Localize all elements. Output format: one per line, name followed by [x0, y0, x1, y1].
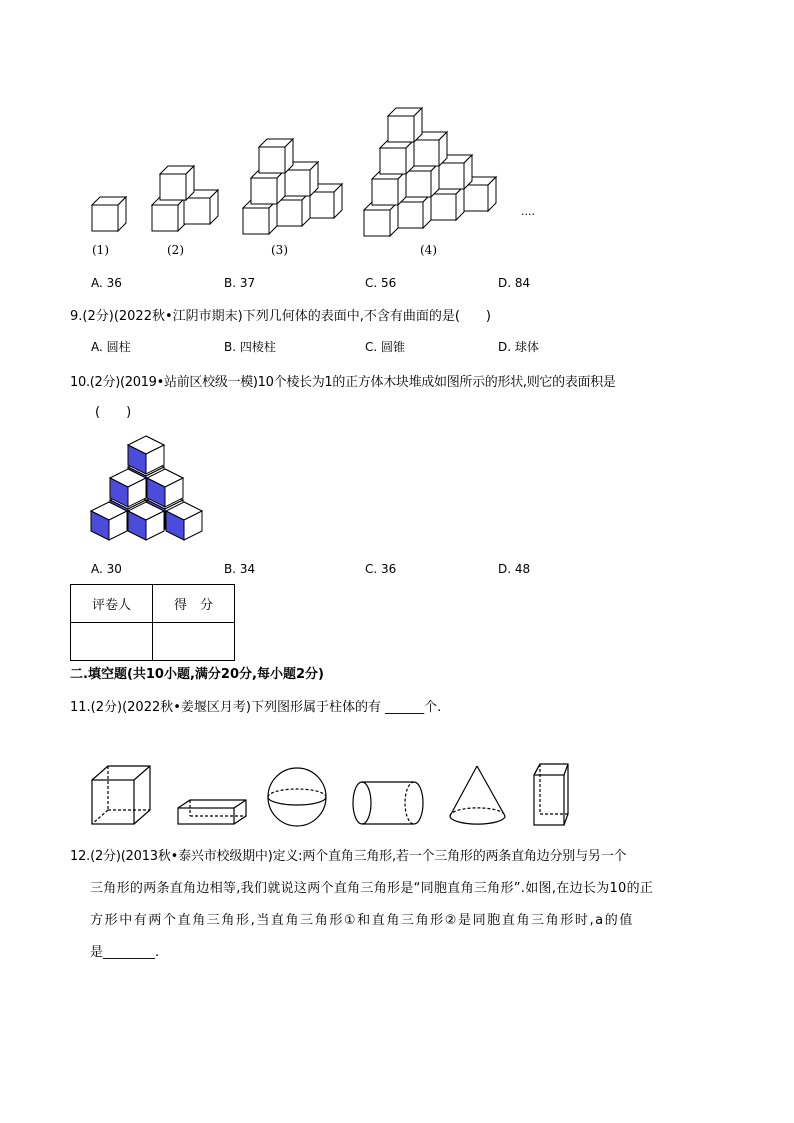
shape-cube	[92, 780, 134, 824]
caption-4: (4)	[420, 243, 437, 257]
q10-text-line1: 10.(2分)(2019•站前区校级一模)10个棱长为1的正方体木块堆成如图所示的形状,则它的表面积是	[70, 375, 616, 390]
caption-2: (2)	[167, 243, 184, 257]
q9-option-b: B. 四棱柱	[224, 340, 276, 354]
score-table-header-score: 得 分	[153, 585, 235, 623]
q8-option-a: A. 36	[91, 276, 122, 290]
q12-text-line1: 12.(2分)(2013秋•泰兴市校级期中)定义:两个直角三角形,若一个三角形的两条直角边分别与另一个	[70, 849, 627, 864]
q10-option-a: A. 30	[91, 562, 122, 576]
score-table-header-grader: 评卷人	[71, 585, 153, 623]
shape-prism	[534, 764, 568, 825]
shape-sphere	[268, 768, 326, 826]
q9-option-c: C. 圆锥	[365, 340, 406, 354]
caption-1: (1)	[92, 243, 109, 257]
q10-option-c: C. 36	[365, 562, 397, 576]
shape-cylinder	[353, 782, 423, 824]
q10-text-line2: ( )	[95, 405, 132, 420]
q10-option-d: D. 48	[498, 562, 531, 576]
q9-text: 9.(2分)(2022秋•江阴市期末)下列几何体的表面中,不含有曲面的是( )	[70, 309, 491, 324]
shape-cone	[450, 766, 505, 824]
q10-option-b: B. 34	[224, 562, 256, 576]
q12-text-line4: 是________.	[90, 945, 160, 960]
q8-option-d: D. 84	[498, 276, 531, 290]
caption-3: (3)	[271, 243, 288, 257]
q9-option-d: D. 球体	[498, 340, 539, 354]
q8-option-c: C. 56	[365, 276, 397, 290]
q11-text: 11.(2分)(2022秋•姜堰区月考)下列图形属于柱体的有 ______个.	[70, 700, 442, 715]
q12-text-line2: 三角形的两条直角边相等,我们就说这两个直角三角形是“同胞直角三角形”.如图,在边长为10的正	[90, 881, 654, 896]
q9-option-a: A. 圆柱	[91, 340, 131, 354]
section-title: 二.填空题(共10小题,满分20分,每小题2分)	[70, 667, 324, 682]
q12-text-line3: 方形中有两个直角三角形,当直角三角形①和直角三角形②是同胞直角三角形时,a的值	[90, 913, 634, 928]
ellipsis: ....	[521, 205, 535, 218]
q8-option-b: B. 37	[224, 276, 256, 290]
